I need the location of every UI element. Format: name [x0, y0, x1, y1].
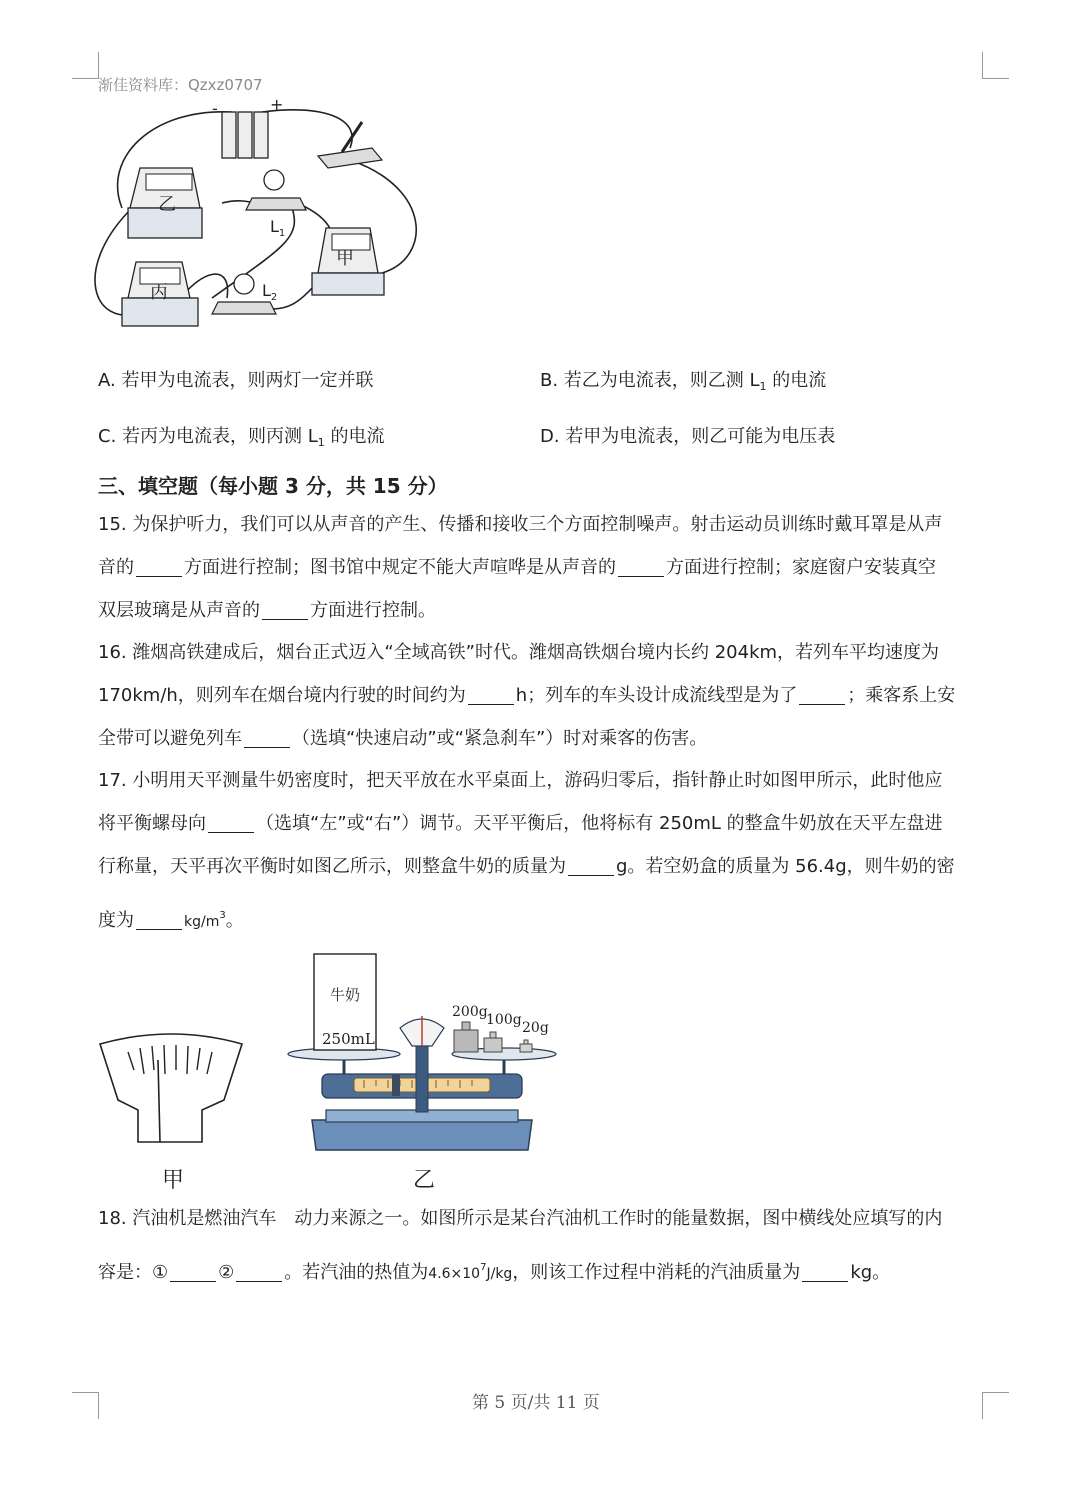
crop-mark-top-right	[982, 52, 1009, 79]
figure-caption-yi: 乙	[413, 1168, 436, 1193]
option-d: D. 若甲为电流表，则乙可能为电压表	[540, 426, 836, 447]
balance-figure	[282, 950, 562, 1156]
watermark: 渐佳资料库：Qzxz0707	[98, 76, 263, 94]
battery-plus-label: +	[270, 98, 284, 114]
question-18: 18. 汽油机是燃油汽车 动力来源之一。如图所示是某台汽油机工作时的能量数据，图中横线处应填写的内 容是：① ② 。若汽油的热值为$4.6\times 10^7J/kg$，则该工作过程中消耗的汽油质量为 kg。	[98, 1208, 943, 1283]
weight-20g-label: 20g	[522, 1020, 549, 1036]
question-17: 17. 小明用天平测量牛奶密度时，把天平放在水平桌面上，游码归零后，指针静止时如图甲所示，此时他应 将平衡螺母向 （选填“左”或“右”）调节。天平平衡后，他将标有 250mL 的整盒牛奶放在天平左盘进 行称量，天平再次平衡时如图乙所示，则整盒牛奶的质量为 g。若空奶盒的质量为 56.4g，则牛奶的密 度为 $kg/m^3$。	[98, 770, 955, 931]
figure-caption-jia: 甲	[162, 1168, 185, 1193]
section-title: 三、填空题（每小题 3 分，共 15 分）	[98, 474, 448, 498]
blank[interactable]	[208, 814, 254, 833]
weight-100g-label: 100g	[486, 1012, 522, 1028]
milk-label: 牛奶	[330, 986, 361, 1004]
battery-minus-label: -	[212, 99, 218, 118]
option-a: A. 若甲为电流表，则两灯一定并联	[98, 370, 374, 391]
blank[interactable]	[262, 601, 308, 620]
blank[interactable]	[618, 558, 664, 577]
milk-volume: 250mL	[322, 1030, 375, 1048]
question-15: 15. 为保护听力，我们可以从声音的产生、传播和接收三个方面控制噪声。射击运动员训练时戴耳罩是从声 音的 方面进行控制；图书馆中规定不能大声喧哗是从声音的 方面进行控制；家庭窗户安装真空 双层玻璃是从声音的 方面进行控制。	[98, 514, 943, 621]
blank[interactable]	[568, 857, 614, 876]
blank[interactable]	[236, 1263, 282, 1282]
blank[interactable]	[136, 911, 182, 930]
pointer-scale-figure	[98, 1030, 244, 1146]
circuit-diagram	[92, 98, 432, 348]
blank[interactable]	[802, 1263, 848, 1282]
crop-mark-bottom-left	[72, 1392, 99, 1419]
blank[interactable]	[170, 1263, 216, 1282]
page-footer: 第 5 页/共 11 页	[472, 1393, 600, 1413]
lamp-l2-label: $L_2$	[262, 281, 278, 303]
rider-icon	[392, 1074, 400, 1096]
meter-yi-label: 乙	[158, 194, 176, 215]
blank[interactable]	[136, 558, 182, 577]
blank[interactable]	[799, 686, 845, 705]
weight-200g-label: 200g	[452, 1004, 488, 1020]
option-b: B. 若乙为电流表，则乙测 $L_1$ 的电流	[540, 370, 827, 393]
battery-icon	[222, 112, 268, 158]
question-16: 16. 潍烟高铁建成后，烟台正式迈入“全域高铁”时代。潍烟高铁烟台境内长约 204km，若列车平均速度为 170km/h，则列车在烟台境内行驶的时间约为 h；列车的车头设计成流线型是为了 ；乘客系上安 全带可以避免列车 （选填“快速启动”或“紧急刹车”）时对乘客的伤害。	[98, 642, 956, 749]
crop-mark-top-left	[72, 52, 99, 79]
blank[interactable]	[244, 729, 290, 748]
meter-jia-label: 甲	[336, 248, 354, 269]
crop-mark-bottom-right	[982, 1392, 1009, 1419]
blank[interactable]	[468, 686, 514, 705]
lamp-l1-label: $L_1$	[270, 217, 286, 239]
option-c: C. 若丙为电流表，则丙测 $L_1$ 的电流	[98, 426, 385, 449]
lamp-l1-icon	[246, 170, 306, 210]
meter-bing-label: 丙	[150, 282, 168, 303]
